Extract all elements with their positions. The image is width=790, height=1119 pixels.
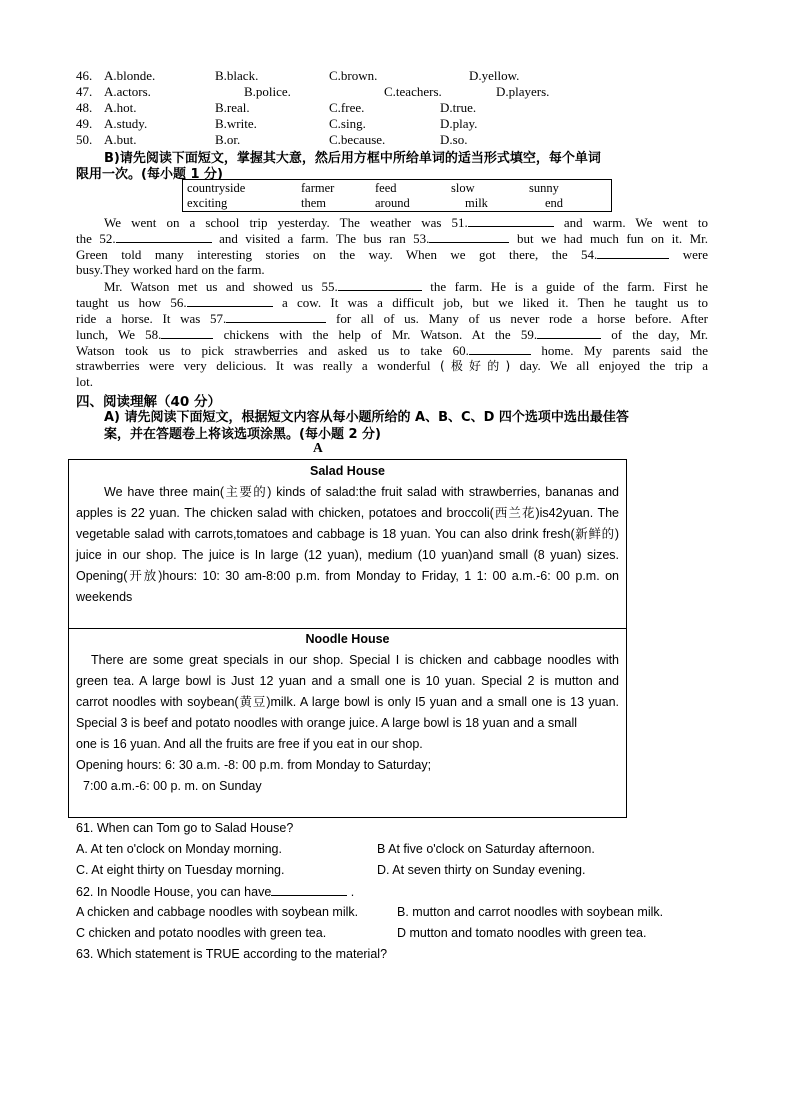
option-b: B.write. [215, 116, 257, 131]
passage-text: but we had much fun on it. Mr. [516, 231, 709, 246]
blank-58[interactable] [161, 326, 213, 339]
part-label: A [313, 440, 323, 455]
question-63: 63. Which statement is TRUE according to the material? [76, 947, 388, 961]
blank-59[interactable] [537, 326, 601, 339]
passage-text: strawberries were very delicious. It was really a wonderful [76, 358, 431, 373]
panel-title: Salad House [309, 464, 386, 478]
passage-text: (极好的) [440, 359, 511, 373]
option-b: B.black. [215, 68, 259, 83]
panel-line: weekends [76, 590, 133, 604]
word: countryside [187, 181, 246, 195]
panel-line: Opening hours: 6: 30 a.m. -8: 00 p.m. from Monday to Saturday; [76, 758, 432, 772]
passage-text: and visited a farm. The bus ran 53. [219, 231, 430, 246]
panel-line: apples is 22 yuan. The chicken salad with chicken, potatoes and broccoli(西兰花)is42yuan. The [76, 506, 619, 520]
blank-53[interactable] [429, 230, 509, 243]
question-number: 50. [76, 132, 93, 147]
blank-55[interactable] [338, 278, 422, 291]
passage-text: Watson took us to pick strawberries and asked us to take 60. [76, 343, 469, 358]
section-b-instruction-cont: 限用一次。(每小题 1 分) [76, 167, 223, 182]
question-number: 46. [76, 68, 93, 83]
passage-text: a cow. It was a difficult job, but we liked it. Then he taught us to [281, 295, 708, 310]
panel-line: Special 3 is beef and potato noodles with orange juice. A large bowl is 18 yuan and a small [76, 716, 578, 730]
option-a: A.blonde. [104, 68, 156, 83]
passage-text: of the day, Mr. [611, 327, 709, 342]
panel-line: juice in our shop. The juice is In large (12 yuan), medium (10 yuan)and small (8 yuan) sizes. [76, 548, 619, 562]
passage-line [76, 326, 708, 343]
option-d: D.players. [496, 84, 550, 99]
blank-57[interactable] [226, 310, 326, 323]
passage-text: lot. [76, 374, 93, 389]
blank-56[interactable] [187, 294, 273, 307]
option-d: D.so. [440, 132, 468, 147]
question-number: 48. [76, 100, 93, 115]
passage-text: We went on a school trip yesterday. The weather was 51. [104, 215, 468, 230]
passage-text: day. We all enjoyed the trip a [519, 358, 709, 373]
passage-text: Green told many interesting stories on the way. When we got there, the 54. [76, 247, 598, 262]
blank-52[interactable] [116, 230, 212, 243]
blank-51[interactable] [468, 214, 554, 227]
passage-text: the farm. He is a guide of the farm. First he [430, 279, 709, 294]
question-61: 61. When can Tom go to Salad House? [76, 821, 294, 835]
word: them [301, 196, 326, 210]
option-61-d[interactable]: D. At seven thirty on Sunday evening. [377, 863, 586, 877]
option-a: A.but. [104, 132, 137, 147]
option-62-a[interactable]: A chicken and cabbage noodles with soybean milk. [76, 905, 359, 919]
option-62-d[interactable]: D mutton and tomato noodles with green tea. [397, 926, 647, 940]
word-box [182, 179, 612, 212]
word: feed [375, 181, 397, 195]
panel-line: one is 16 yuan. And all the fruits are free if you eat in our shop. [76, 737, 423, 751]
passage-line [104, 214, 708, 231]
passage-line [76, 294, 708, 311]
option-61-b[interactable]: B At five o'clock on Saturday afternoon. [377, 842, 595, 856]
panel-line: carrot noodles with soybean(黄豆)milk. A large bowl is only I5 yuan and a small one is 13 yuan. [76, 695, 619, 709]
word: around [375, 196, 410, 210]
option-61-a[interactable]: A. At ten o'clock on Monday morning. [76, 842, 282, 856]
panel-line: 7:00 a.m.-6: 00 p. m. on Sunday [83, 779, 262, 793]
panel-title: Noodle House [305, 632, 390, 646]
section-b-instruction: B)请先阅读下面短文，掌握其大意，然后用方框中所给单词的适当形式填空，每个单词 [104, 151, 601, 166]
passage-text: taught us how 56. [76, 295, 187, 310]
word: end [545, 196, 564, 210]
option-a: A.study. [104, 116, 148, 131]
blank-60[interactable] [469, 342, 531, 355]
option-c: C.brown. [329, 68, 378, 83]
word: sunny [529, 181, 559, 195]
passage-text: chickens with the help of Mr. Watson. At the 59. [223, 327, 538, 342]
section-instruction: A) 请先阅读下面短文，根据短文内容从每小题所给的 A、B、C、D 四个选项中选出最佳答 [104, 410, 629, 425]
passage-text: home. My parents said the [541, 343, 708, 358]
passage-line [76, 246, 708, 263]
passage-line [76, 374, 708, 390]
blank-54[interactable] [597, 246, 669, 259]
panel-line: There are some great specials in our shop. Special I is chicken and cabbage noodles with [91, 653, 619, 667]
passage-line [76, 310, 708, 327]
panel-line: vegetable salad with carrots,tomatoes and cabbage is 18 yuan. You can also drink fresh(新鲜的) [76, 527, 619, 541]
panel-line: We have three main(主要的) kinds of salad:the fruit salad with strawberries, bananas and [104, 485, 619, 499]
option-62-b[interactable]: B. mutton and carrot noodles with soybean milk. [397, 905, 664, 919]
option-a: A.actors. [104, 84, 151, 99]
option-c: C.free. [329, 100, 365, 115]
word: exciting [187, 196, 228, 210]
option-b: B.police. [244, 84, 291, 99]
passage-text: busy.They worked hard on the farm. [76, 262, 265, 277]
passage-text: lunch, We 58. [76, 327, 162, 342]
question-number: 49. [76, 116, 93, 131]
question-text: 62. In Noodle House, you can have [76, 885, 272, 899]
passage-text: ride a horse. It was 57. [76, 311, 227, 326]
option-61-c[interactable]: C. At eight thirty on Tuesday morning. [76, 863, 285, 877]
passage-line [76, 342, 708, 359]
passage-text: and warm. We went to [563, 215, 708, 230]
option-c: C.teachers. [384, 84, 442, 99]
option-a: A.hot. [104, 100, 137, 115]
option-d: D.play. [440, 116, 478, 131]
question-text: . [350, 885, 355, 899]
option-b: B.real. [215, 100, 250, 115]
question-number: 47. [76, 84, 93, 99]
word: slow [451, 181, 475, 195]
blank-62[interactable] [271, 884, 347, 896]
word: milk [465, 196, 488, 210]
passage-line [76, 358, 708, 374]
passage-text: for all of us. Many of us never rode a horse before. After [336, 311, 708, 326]
option-c: C.sing. [329, 116, 366, 131]
passage-text: Mr. Watson met us and showed us 55. [104, 279, 338, 294]
question-62 [76, 884, 354, 899]
word: farmer [301, 181, 335, 195]
passage-line [104, 278, 708, 295]
option-c: C.because. [329, 132, 386, 147]
option-d: D.true. [440, 100, 477, 115]
option-62-c[interactable]: C chicken and potato noodles with green tea. [76, 926, 327, 940]
salad-house-panel [68, 459, 627, 629]
passage-line [76, 262, 708, 278]
passage-text: the 52. [76, 231, 116, 246]
passage-text: were [682, 247, 708, 262]
passage-line [76, 230, 708, 247]
section-heading: 四、阅读理解（40 分） [76, 394, 221, 410]
option-b: B.or. [215, 132, 241, 147]
panel-line: green tea. A large bowl is Just 12 yuan and a small one is 10 yuan. Special 2 is mutton and [76, 674, 619, 688]
noodle-house-panel [68, 627, 627, 818]
section-instruction-cont: 案，并在答题卷上将该选项涂黑。(每小题 2 分) [104, 427, 381, 442]
panel-line: Opening(开放)hours: 10: 30 am-8:00 p.m. from Monday to Friday, 1 1: 00 a.m.-6: 00 p.m. on [76, 569, 619, 583]
option-d: D.yellow. [469, 68, 520, 83]
